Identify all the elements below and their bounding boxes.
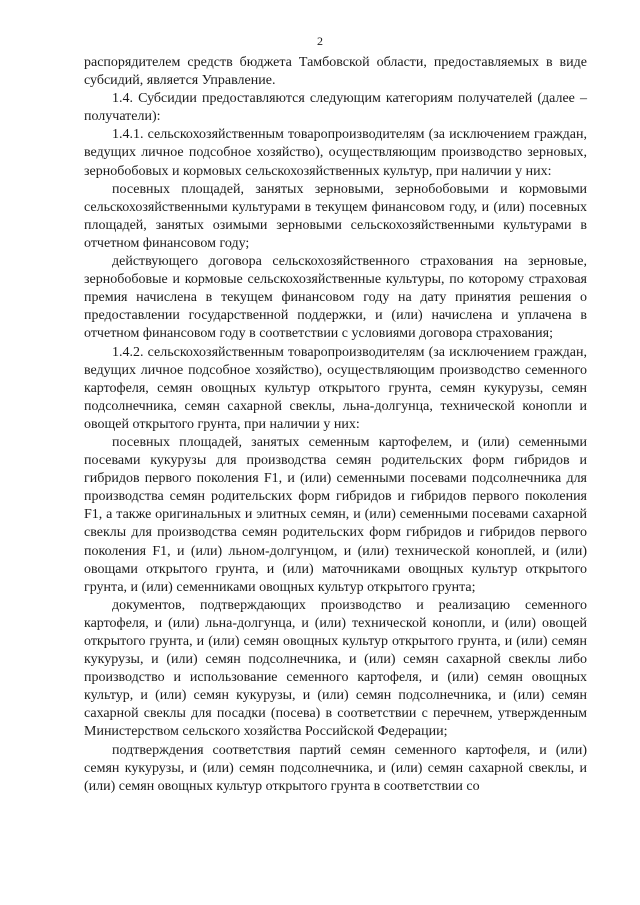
- paragraph-continuation: распорядителем средств бюджета Тамбовской области, предоставляемых в виде субсидий, является Управление.: [84, 55, 587, 89]
- paragraph-documents: документов, подтверждающих производство и реализацию семенного картофеля, и (или) льна-долгунца, и (или) технической конопли, и (или) овощей открытого грунта, и (или) семян овощных культур открытого грунта, и (или) семян кукурузы, и (или) семян подсолнечника, и (или) семян сахарной свеклы либо производство и использование семенного картофеля, и (или) семян овощных культур, и (или) семян кукурузы, и (или) семян подсолнечника, и (или) семян сахарной свеклы для посадки (посева) в соответствии с перечнем, утвержденным Министерством сельского хозяйства Российской Федерации;: [84, 597, 587, 740]
- document-body: [84, 54, 587, 796]
- paragraph-1-4-1: 1.4.1. сельскохозяйственным товаропроизводителям (за исключением граждан, ведущих личное подсобное хозяйство), осуществляющим производство зерновых, зернобобовых и кормовых сельскохозяйственных культур, при наличии у них:: [84, 127, 587, 179]
- paragraph-1-4: 1.4. Субсидии предоставляются следующим категориям получателей (далее – получатели):: [84, 91, 587, 125]
- page-number: 2: [317, 34, 323, 48]
- paragraph-seed-areas: посевных площадей, занятых семенным картофелем, и (или) семенными посевами кукурузы для производства семян родительских форм гибридов и гибридов первого поколения F1, и (или) семенными посевами подсолнечника для производства семян родительских форм гибридов и гибридов первого поколения F1, а также оригинальных и элитных семян, и (или) семенными посевами сахарной свеклы для производства семян родительских форм гибридов и гибридов первого поколения F1, и (или) льном-долгунцом, и (или) технической коноплей, и (или) овощами открытого грунта, и (или) маточниками овощных культур открытого грунта, и (или) семенниками овощных культур открытого грунта;: [84, 434, 587, 595]
- paragraph-sown-areas: посевных площадей, занятых зерновыми, зернобобовыми и кормовыми сельскохозяйственными культурами в текущем финансовом году, и (или) посевных площадей, занятых озимыми зерновыми сельскохозяйственными культурами в отчетном финансовом году;: [84, 181, 587, 251]
- paragraph-confirmation: подтверждения соответствия партий семян семенного картофеля, и (или) семян кукурузы, и (или) семян подсолнечника, и (или) семян сахарной свеклы, и (или) семян овощных культур открытого грунта в соответствии со: [84, 742, 587, 794]
- paragraph-insurance-contract: действующего договора сельскохозяйственного страхования на зерновые, зернобобовые и кормовые сельскохозяйственные культуры, по которому страховая премия начислена в текущем финансовом году на дату принятия решения о предоставлении государственной поддержки, и (или) начислена и уплачена в отчетном финансовом году в соответствии с условиями договора страхования;: [84, 254, 587, 342]
- paragraph-1-4-2: 1.4.2. сельскохозяйственным товаропроизводителям (за исключением граждан, ведущих личное подсобное хозяйство), осуществляющим производство семенного картофеля, семян овощных культур открытого грунта, семян кукурузы, семян подсолнечника, семян сахарной свеклы, льна-долгунца, технической конопли и овощей открытого грунта, при наличии у них:: [84, 344, 587, 432]
